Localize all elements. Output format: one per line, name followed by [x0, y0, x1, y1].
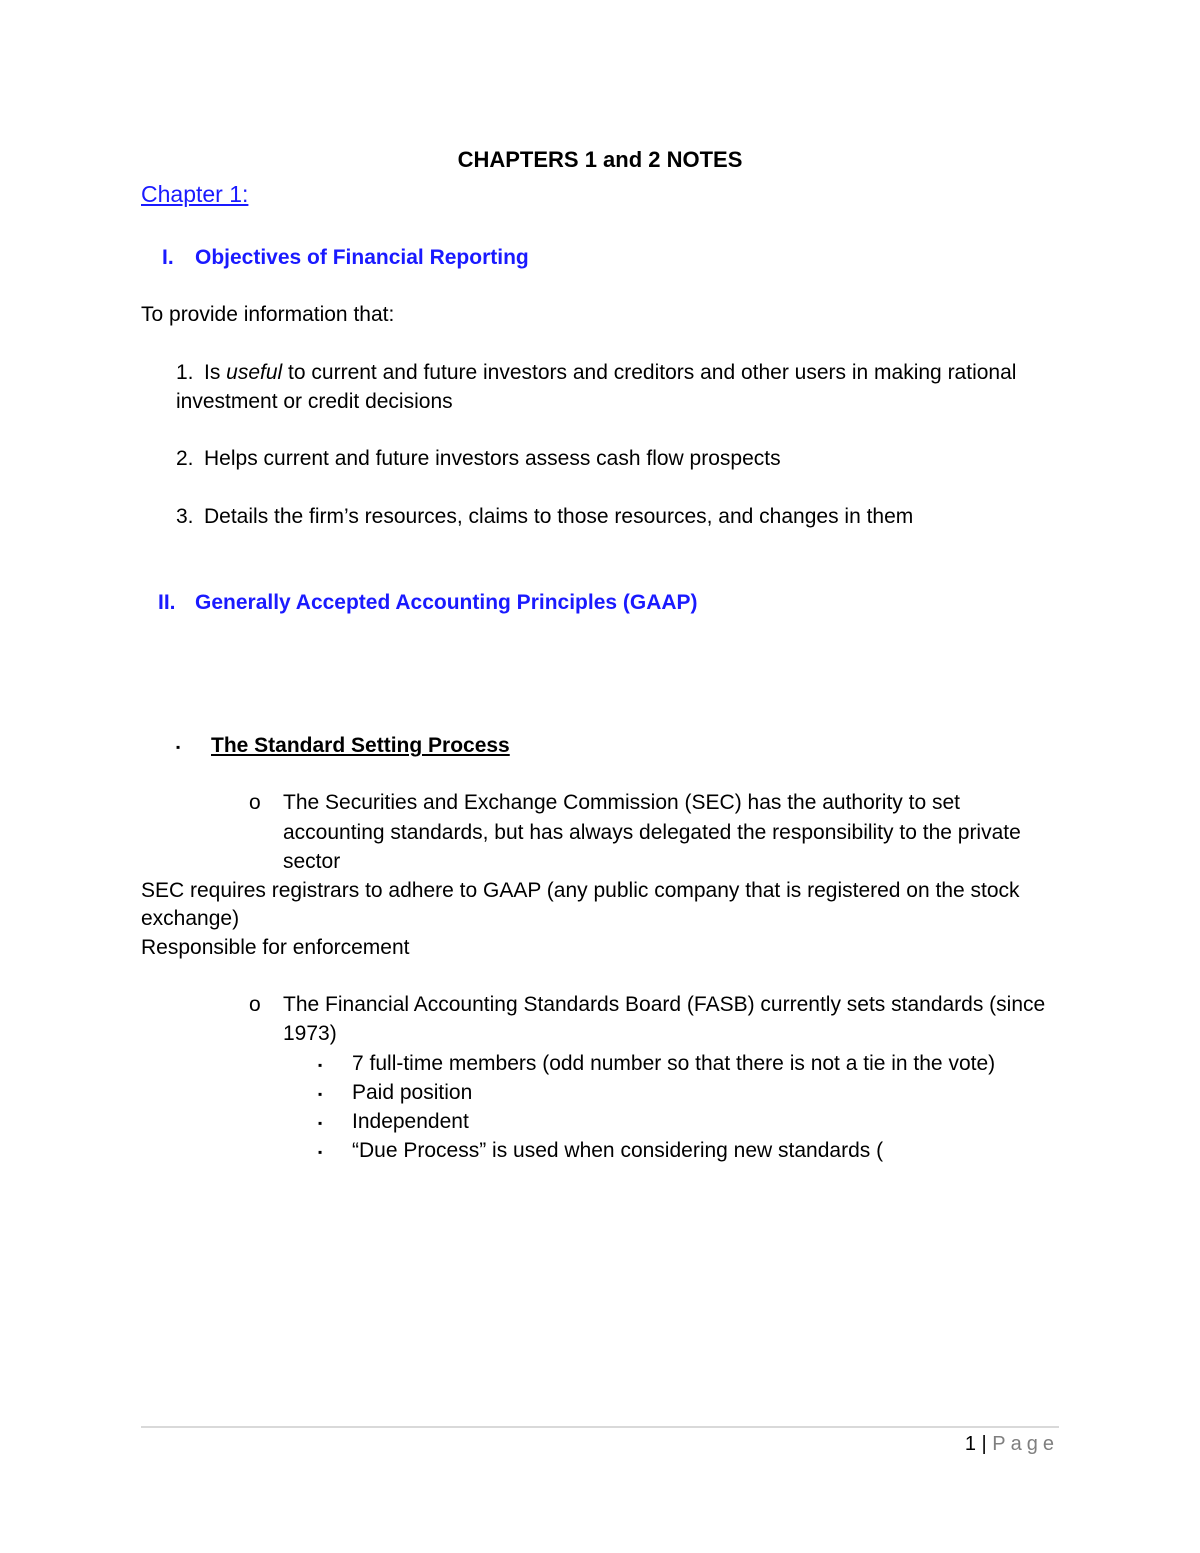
note-line2: exchange)	[141, 907, 240, 930]
item-3-text: Details the firm’s resources, claims to those resources, and changes in them	[204, 505, 914, 528]
document-title: CHAPTERS 1 and 2 NOTES	[457, 147, 743, 172]
square-bullet-icon: ▪	[318, 1116, 323, 1130]
sec-bullet-line1: The Securities and Exchange Commission (SEC) has the authority to set	[283, 791, 960, 814]
item-1-text-line2: investment or credit decisions	[176, 390, 453, 413]
section-2-number: II.	[158, 591, 176, 614]
page-footer	[965, 1433, 1059, 1456]
note-line3: Responsible for enforcement	[141, 936, 410, 959]
intro-text: To provide information that:	[141, 303, 395, 326]
page-number: 1	[964, 1433, 976, 1455]
fasb-sub-item: “Due Process” is used when considering new standards (	[352, 1139, 884, 1162]
fasb-sub-item: 7 full-time members (odd number so that there is not a tie in the vote)	[352, 1052, 996, 1075]
square-bullet-icon: ▪	[176, 740, 181, 754]
standard-setting-heading: The Standard Setting Process	[211, 734, 510, 757]
item-2-number: 2.	[176, 447, 194, 470]
fasb-bullet-line1: The Financial Accounting Standards Board (FASB) currently sets standards (since	[283, 993, 1046, 1016]
footer-separator: |	[981, 1433, 987, 1455]
item-1-number: 1.	[176, 361, 194, 384]
item-1-text: Is useful to current and future investors and creditors and other users in making rational	[204, 361, 1017, 384]
square-bullet-icon: ▪	[318, 1058, 323, 1072]
note-line1: SEC requires registrars to adhere to GAAP (any public company that is registered on the stock	[141, 879, 1020, 902]
fasb-sub-item: Paid position	[352, 1081, 473, 1104]
chapter-heading: Chapter 1:	[141, 181, 249, 207]
sec-bullet-line3: sector	[283, 850, 341, 873]
square-bullet-icon: ▪	[318, 1087, 323, 1101]
footer-divider	[141, 1426, 1059, 1428]
section-1-title: Objectives of Financial Reporting	[195, 246, 529, 269]
section-2-title: Generally Accepted Accounting Principles (GAAP)	[195, 591, 698, 614]
circle-bullet-icon: o	[249, 993, 261, 1016]
circle-bullet-icon: o	[249, 791, 261, 814]
fasb-sub-item: Independent	[352, 1110, 469, 1133]
page-label: Page	[992, 1433, 1059, 1455]
section-1-number: I.	[162, 246, 174, 269]
square-bullet-icon: ▪	[318, 1145, 323, 1159]
sec-bullet-line2: accounting standards, but has always delegated the responsibility to the private	[283, 821, 1021, 844]
item-3-number: 3.	[176, 505, 194, 528]
item-2-text: Helps current and future investors assess cash flow prospects	[204, 447, 781, 470]
fasb-bullet-line2: 1973)	[283, 1022, 337, 1045]
